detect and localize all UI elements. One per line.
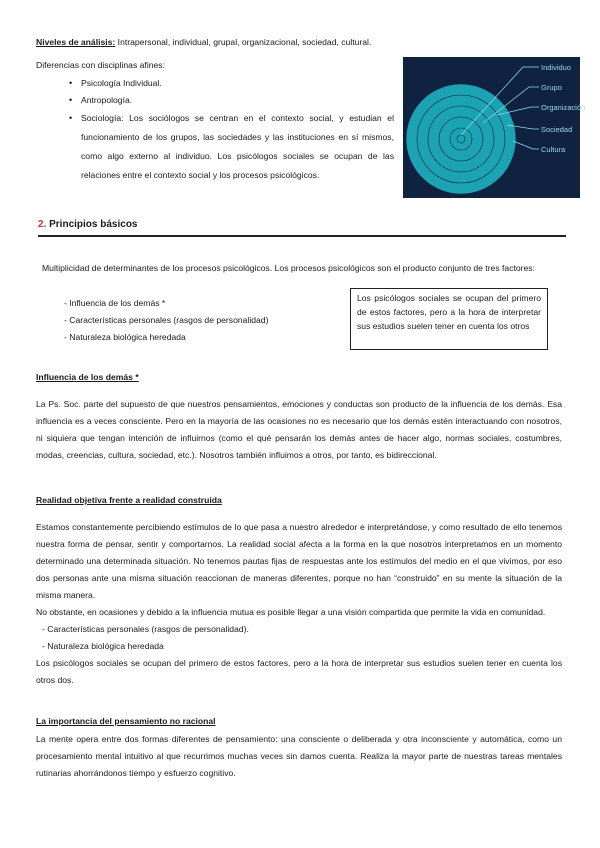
list-item: - Naturaleza biológica heredada (64, 329, 354, 346)
list-item: • Psicología Individual. (69, 75, 394, 92)
diagram-label: Individuo (541, 63, 572, 72)
concentric-circles-graphic (403, 57, 586, 198)
realidad-list (36, 621, 562, 655)
diagram-label: Sociedad (541, 125, 573, 134)
realidad-body-3: Los psicólogos sociales se ocupan del primero de estos factores, pero a la hora de interpretar sus estudios suelen tener en cuenta los otros dos. (36, 658, 562, 685)
section-title: Principios básicos (49, 219, 138, 230)
diferencias-list (69, 75, 394, 185)
list-item: • Antropología. (69, 92, 394, 109)
callout-box: Los psicólogos sociales se ocupan del primero de estos factores, pero a la hora de interpretar sus estudios suelen tener en cuenta los otros (350, 288, 548, 350)
realidad-body: Estamos constantemente percibiendo estímulos de lo que pasa a nuestro alrededor e interpretándose, y como resultado de ello tenemos nuestra forma de pensar, sentir y comportarnos. La realidad social afecta a la forma en la que nosotros interpretamos en un momento determinado una determinada situación. No tenemos pautas fijas de respuestas ante los estímulos del medio en el que vivimos, por eso dos personas ante una misma situación reaccionan de maneras diferentes, porque no han “construido” en su mente la situación de la misma manera. (36, 522, 562, 600)
niveles-label: Niveles de análisis: (36, 37, 116, 47)
list-item: - Influencia de los demás * (64, 295, 354, 312)
realidad-content (36, 519, 562, 689)
list-item: - Características personales (rasgos de personalidad) (64, 312, 354, 329)
section-2-intro: Multiplicidad de determinantes de los procesos psicológicos. Los procesos psicológicos son el producto conjunto de tres factores: (42, 263, 535, 273)
factors-list (64, 295, 354, 346)
diagram-label: Cultura (541, 145, 566, 154)
list-item: - Características personales (rasgos de personalidad). (42, 621, 562, 638)
section-2-heading (38, 219, 566, 230)
realidad-body-2: No obstante, en ocasiones y debido a la influencia mutua es posible llegar a una visión compartida que permite la vida en comunidad. (36, 607, 546, 617)
diferencias-intro: Diferencias con disciplinas afines: (36, 60, 165, 70)
pensamiento-body: La mente opera entre dos formas diferentes de pensamiento: una consciente o deliberada y otra inconsciente y automática, como un procesamiento mental intuitivo al que recurrimos muchas veces sin damos cuenta. Realiza la mayor parte de nuestras tareas mentales rutinarias ahorrándonos tiempo y esfuerzo cognitivo. (36, 734, 562, 778)
diagram-label: Organización (541, 103, 586, 112)
influencia-heading: Influencia de los demás * (36, 372, 139, 382)
diagram-label: Grupo (541, 83, 562, 92)
list-item: • Sociología: Los sociólogos se centran en el contexto social, y estudian el funcionamiento de los grupos, las sociedades y las instituciones en sí mismos, como algo externo al individuo. Los psicólogos sociales se ocupan de las relaciones entre el contexto social y los procesos psicológicos. (69, 109, 394, 185)
influencia-body: La Ps. Soc. parte del supuesto de que nuestros pensamientos, emociones y conductas son producto de la influencia de los demás. Esa influencia es a veces consciente. Pero en la mayoría de las ocasiones no es necesario que los demás estén interactuando con nosotros, ni siquiera que tengan intención de influirnos (como el qué pensarán los demás antes de hacer algo, normas sociales, costumbres, modas, creencias, cultura, sociedad, etc.). Nosotros también influimos a otros, por tanto, es bidireccional. (36, 399, 562, 460)
section-number: 2. (38, 219, 47, 230)
section-divider (38, 235, 566, 237)
niveles-line (36, 34, 556, 51)
niveles-text: Intrapersonal, individual, grupal, organizacional, sociedad, cultural. (115, 37, 372, 47)
pensamiento-heading: La importancia del pensamiento no racional (36, 716, 216, 726)
realidad-heading: Realidad objetiva frente a realidad construida (36, 495, 222, 505)
analysis-levels-diagram (403, 57, 586, 198)
list-item: - Naturaleza biológica heredada (42, 638, 562, 655)
